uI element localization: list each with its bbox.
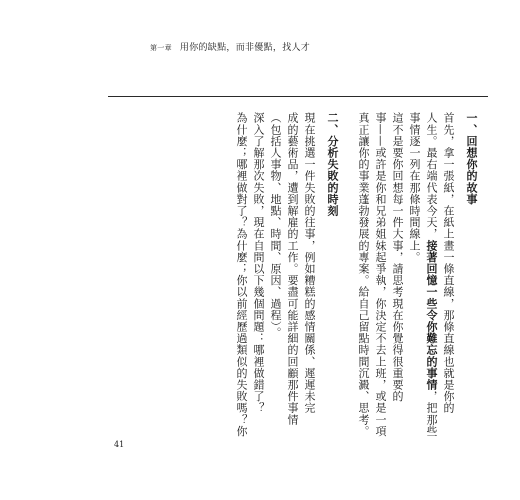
body-line: 真正讓你的事業蓬勃發展的專案。給自己留點時間沉澱、思考。 — [357, 112, 370, 437]
section-heading-2: 二、分析失敗的時刻 — [326, 112, 339, 217]
chapter-title: 用你的缺點，而非優點，找人才 — [179, 43, 311, 53]
body-text: 人生。最右端代表今天， — [425, 112, 438, 240]
body-line: 深入了解那次失敗，現在自問以下幾個問題：哪裡做錯了？ — [252, 112, 265, 414]
body-text: ，把那些 — [425, 390, 438, 437]
section-heading-1: 一、回想你的故事 — [465, 112, 478, 205]
emphasis-text: 接著回憶一些令你難忘的事情 — [425, 239, 438, 391]
running-header — [150, 40, 310, 53]
chapter-label: 第一章 — [150, 44, 172, 52]
header-rule — [108, 96, 488, 97]
body-line: 成的藝術品，遭到解雇的工作。要盡可能詳細的回顧那件事情 — [286, 112, 299, 426]
body-line: 事——或許是你和兄弟姐妹起爭執，你決定不去上班，或是一項 — [374, 112, 387, 437]
body-line: 現在挑選一件失敗的往事，例如糟糕的感情關係、遲遲未完 — [303, 112, 316, 414]
body-line: 這不是要你回想每一件大事，請思考現在你覺得很重要的 — [391, 112, 404, 402]
body-line: 事情逐一列在那條時間線上。 — [408, 112, 421, 263]
body-line: 首先，拿一張紙，在紙上畫一條直線，那條直線也就是你的 — [442, 112, 455, 414]
body-line: 為什麼；哪裡做對了？為什麼；你以前經歷過類似的失敗嗎？你 — [235, 112, 248, 437]
body-line — [423, 112, 440, 437]
body-line: （包括人事物、地點、時間、原因、過程）。 — [269, 112, 282, 339]
vertical-text-body — [233, 112, 480, 437]
page-number: 41 — [114, 440, 125, 449]
